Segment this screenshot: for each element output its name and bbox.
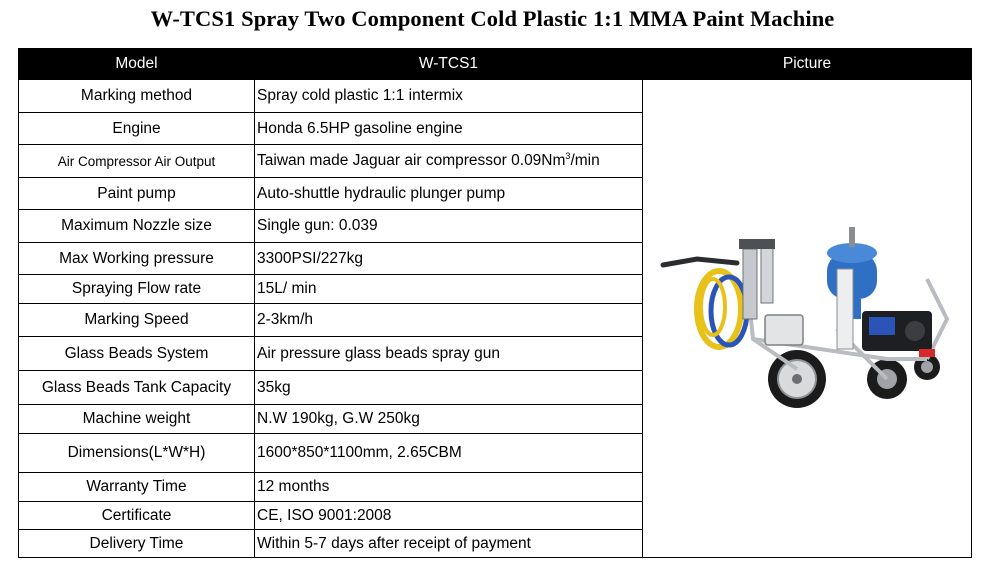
row-label: Paint pump (19, 178, 255, 210)
line-marking-machine-image (657, 219, 957, 419)
row-label: Maximum Nozzle size (19, 210, 255, 243)
paint-bin (765, 315, 803, 345)
air-cylinder (837, 269, 853, 349)
row-value: 15L/ min (255, 275, 643, 304)
hose-reel (697, 271, 747, 347)
header-row (19, 49, 972, 80)
row-label: Certificate (19, 502, 255, 530)
header-value: W-TCS1 (255, 49, 643, 80)
handle-bar (663, 259, 737, 265)
row-value: N.W 190kg, G.W 250kg (255, 405, 643, 434)
row-label: Warranty Time (19, 473, 255, 502)
left-wheel (768, 350, 826, 408)
plunger-pumps (739, 239, 775, 319)
value-superscript: 3 (565, 151, 571, 162)
row-value: Within 5-7 days after receipt of payment (255, 530, 643, 558)
row-label: Air Compressor Air Output (19, 145, 255, 178)
row-label: Delivery Time (19, 530, 255, 558)
row-value: CE, ISO 9001:2008 (255, 502, 643, 530)
row-value: 1600*850*1100mm, 2.65CBM (255, 434, 643, 473)
row-label: Marking method (19, 80, 255, 113)
row-label: Spraying Flow rate (19, 275, 255, 304)
header-picture: Picture (643, 49, 972, 80)
row-label: Max Working pressure (19, 243, 255, 275)
row-label: Glass Beads System (19, 337, 255, 371)
value-suffix: /min (570, 152, 600, 170)
table-row (19, 80, 972, 113)
engine (862, 311, 932, 351)
spec-table (18, 48, 972, 558)
row-value: 2-3km/h (255, 304, 643, 337)
row-label: Glass Beads Tank Capacity (19, 371, 255, 405)
row-value: 12 months (255, 473, 643, 502)
row-value: 3300PSI/227kg (255, 243, 643, 275)
picture-cell (643, 80, 972, 558)
row-label: Dimensions(L*W*H) (19, 434, 255, 473)
row-label: Engine (19, 113, 255, 145)
row-value: Single gun: 0.039 (255, 210, 643, 243)
row-value: Air pressure glass beads spray gun (255, 337, 643, 371)
value-text: Taiwan made Jaguar air compressor 0.09Nm (257, 152, 566, 170)
row-label: Marking Speed (19, 304, 255, 337)
row-value: Auto-shuttle hydraulic plunger pump (255, 178, 643, 210)
row-value: Spray cold plastic 1:1 intermix (255, 80, 643, 113)
row-label: Machine weight (19, 405, 255, 434)
page-title: W-TCS1 Spray Two Component Cold Plastic 1:1 MMA Paint Machine (150, 6, 835, 31)
row-value (255, 145, 643, 178)
row-value: 35kg (255, 371, 643, 405)
header-model: Model (19, 49, 255, 80)
spray-gun (919, 349, 935, 357)
row-value: Honda 6.5HP gasoline engine (255, 113, 643, 145)
